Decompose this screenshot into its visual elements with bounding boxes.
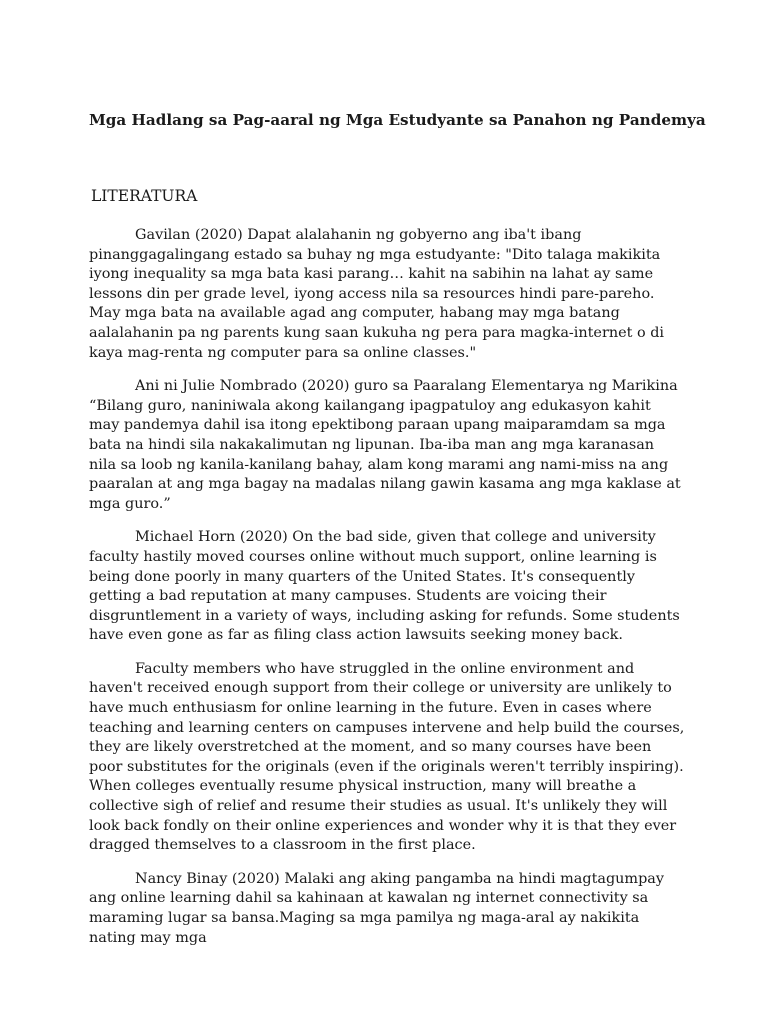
paragraph-binay: Nancy Binay (2020) Malaki ang aking pangamba na hindi magtagumpay ang online learning dahil sa kahinaan at kawalan ng internet connectivity sa maraming lugar sa bansa.Maging sa mga pamilya ng maga-aral ay nakikita nating may mga — [89, 870, 665, 946]
paragraph-faculty: Faculty members who have struggled in the online environment and haven't received enough support from their college or university are unlikely to have much enthusiasm for online learning in the future. Even in cases where teaching and learning centers on campuses intervene and help build the courses, they are likely overstretched at the moment, and so many courses have been poor substitutes for the originals (even if the originals weren't terribly inspiring). When colleges eventually resume physical instruction, many will breathe a collective sigh of relief and resume their studies as usual. It's unlikely they will look back fondly on their online experiences and wonder why it is that they ever dragged themselves to a classroom in the first place. — [89, 660, 685, 854]
paragraph-gavilan: Gavilan (2020) Dapat alalahanin ng gobyerno ang iba't ibang pinanggagalingang estado sa buhay ng mga estudyante: "Dito talaga makikita iyong inequality sa mga bata kasi parang… kahit na sabihin na lahat ay same lessons din per grade level, iyong access nila sa resources hindi pare-pareho. May mga bata na available agad ang computer, habang may mga batang aalalahanin pa ng parents kung saan kukuha ng pera para magka-internet o di kaya mag-renta ng computer para sa online classes." — [89, 227, 665, 361]
document-body — [89, 226, 685, 962]
document-title: Mga Hadlang sa Pag-aaral ng Mga Estudyante sa Panahon ng Pandemya — [89, 111, 706, 129]
section-heading: LITERATURA — [91, 187, 198, 205]
paragraph-horn: Michael Horn (2020) On the bad side, given that college and university faculty hastily moved courses online without much support, online learning is being done poorly in many quarters of the United States. It's consequently getting a bad reputation at many campuses. Students are voicing their disgruntlement in a variety of ways, including asking for refunds. Some students have even gone as far as filing class action lawsuits seeking money back. — [89, 529, 680, 644]
document-page — [89, 0, 706, 1024]
paragraph-nombrado: Ani ni Julie Nombrado (2020) guro sa Paaralang Elementarya ng Marikina “Bilang guro, naniniwala akong kailangang ipagpatuloy ang edukasyon kahit may pandemya dahil isa itong epektibong paraan upang maiparamdam sa mga bata na hindi sila nakakalimutan ng lipunan. Iba-iba man ang mga karanasan nila sa loob ng kanila-kanilang bahay, alam kong marami ang nami-miss na ang paaralan at ang mga bagay na madalas nilang gawin kasama ang mga kaklase at mga guro.” — [89, 378, 681, 512]
